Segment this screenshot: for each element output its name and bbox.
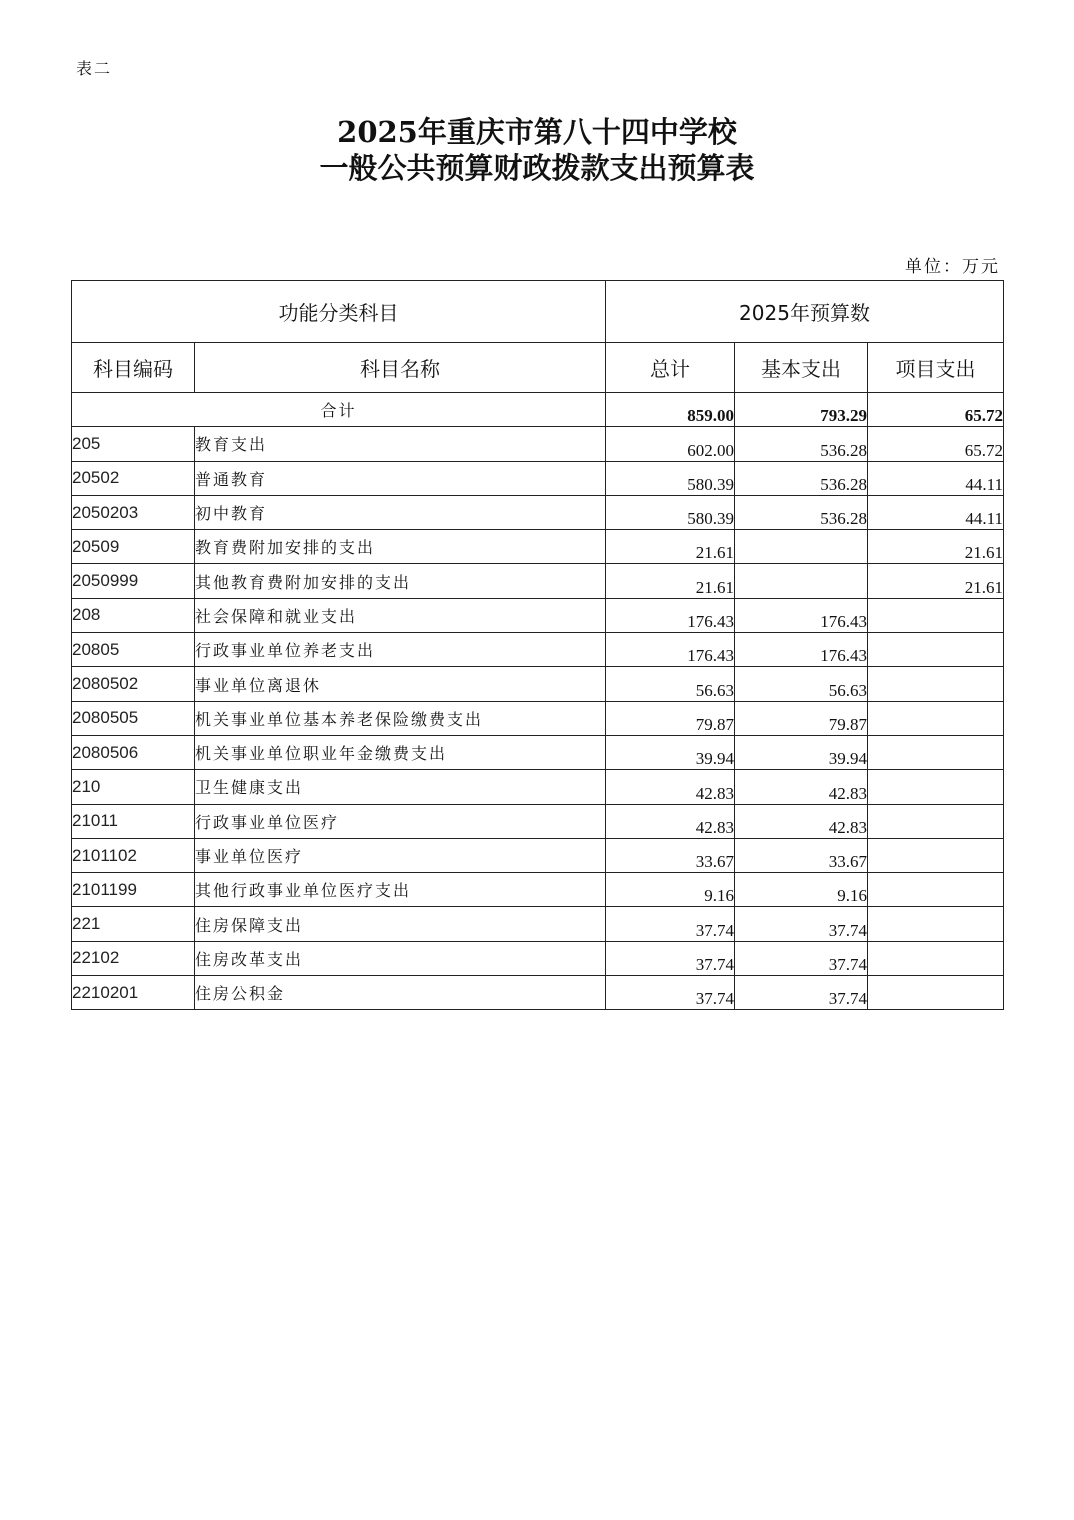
row-total: 39.94 <box>606 735 735 769</box>
row-code: 2050203 <box>72 495 195 529</box>
row-project <box>868 735 1004 769</box>
row-total: 176.43 <box>606 633 735 667</box>
header-budget-year: 2025年预算数 <box>606 281 1004 343</box>
row-name: 住房保障支出 <box>195 907 606 941</box>
row-project <box>868 941 1004 975</box>
row-code: 2050999 <box>72 564 195 598</box>
row-basic: 37.74 <box>735 907 868 941</box>
row-code: 22102 <box>72 941 195 975</box>
row-name: 社会保障和就业支出 <box>195 598 606 632</box>
total-project: 65.72 <box>868 393 1004 427</box>
table-row <box>72 564 1004 598</box>
row-total: 42.83 <box>606 770 735 804</box>
table-row <box>72 667 1004 701</box>
row-code: 21011 <box>72 804 195 838</box>
document-title: 2025年重庆市第八十四中学校 <box>337 115 737 149</box>
row-code: 20805 <box>72 633 195 667</box>
row-basic: 536.28 <box>735 461 868 495</box>
header-basic: 基本支出 <box>735 343 868 393</box>
row-total: 37.74 <box>606 907 735 941</box>
table-row <box>72 976 1004 1010</box>
header-name: 科目名称 <box>195 343 606 393</box>
row-basic: 33.67 <box>735 838 868 872</box>
row-name: 行政事业单位养老支出 <box>195 633 606 667</box>
table-row <box>72 873 1004 907</box>
row-basic: 536.28 <box>735 427 868 461</box>
row-total: 580.39 <box>606 461 735 495</box>
total-total: 859.00 <box>606 393 735 427</box>
row-name: 其他教育费附加安排的支出 <box>195 564 606 598</box>
table-row <box>72 735 1004 769</box>
table-row <box>72 530 1004 564</box>
row-total: 37.74 <box>606 941 735 975</box>
row-code: 2080506 <box>72 735 195 769</box>
table-row <box>72 427 1004 461</box>
total-row <box>72 393 1004 427</box>
header-total: 总计 <box>606 343 735 393</box>
row-project <box>868 976 1004 1010</box>
header-code: 科目编码 <box>72 343 195 393</box>
row-total: 21.61 <box>606 530 735 564</box>
row-basic: 37.74 <box>735 976 868 1010</box>
row-name: 住房改革支出 <box>195 941 606 975</box>
row-basic <box>735 530 868 564</box>
header-project: 项目支出 <box>868 343 1004 393</box>
row-code: 2080502 <box>72 667 195 701</box>
row-project <box>868 873 1004 907</box>
row-name: 教育费附加安排的支出 <box>195 530 606 564</box>
header-functional-category: 功能分类科目 <box>72 281 606 343</box>
table-row <box>72 598 1004 632</box>
row-name: 事业单位医疗 <box>195 838 606 872</box>
row-project <box>868 667 1004 701</box>
table-row <box>72 941 1004 975</box>
row-basic: 176.43 <box>735 633 868 667</box>
row-name: 机关事业单位基本养老保险缴费支出 <box>195 701 606 735</box>
row-total: 176.43 <box>606 598 735 632</box>
row-project: 21.61 <box>868 530 1004 564</box>
unit-label: 单位：万元 <box>905 257 1000 277</box>
budget-table <box>71 280 1004 1010</box>
row-name: 事业单位离退休 <box>195 667 606 701</box>
row-name: 教育支出 <box>195 427 606 461</box>
row-total: 602.00 <box>606 427 735 461</box>
row-project: 44.11 <box>868 495 1004 529</box>
row-project <box>868 907 1004 941</box>
row-project <box>868 598 1004 632</box>
row-code: 2210201 <box>72 976 195 1010</box>
table-row <box>72 804 1004 838</box>
row-project <box>868 770 1004 804</box>
row-total: 33.67 <box>606 838 735 872</box>
total-label: 合计 <box>72 393 606 427</box>
row-name: 卫生健康支出 <box>195 770 606 804</box>
row-total: 9.16 <box>606 873 735 907</box>
table-row <box>72 633 1004 667</box>
row-basic: 39.94 <box>735 735 868 769</box>
row-total: 79.87 <box>606 701 735 735</box>
row-basic: 536.28 <box>735 495 868 529</box>
sheet-label: 表二 <box>76 59 113 78</box>
row-project <box>868 633 1004 667</box>
row-project <box>868 804 1004 838</box>
total-basic: 793.29 <box>735 393 868 427</box>
row-total: 37.74 <box>606 976 735 1010</box>
row-project: 44.11 <box>868 461 1004 495</box>
row-code: 2101199 <box>72 873 195 907</box>
row-total: 21.61 <box>606 564 735 598</box>
row-code: 20502 <box>72 461 195 495</box>
row-basic: 56.63 <box>735 667 868 701</box>
row-basic: 79.87 <box>735 701 868 735</box>
row-total: 56.63 <box>606 667 735 701</box>
row-code: 208 <box>72 598 195 632</box>
table-row <box>72 495 1004 529</box>
row-total: 42.83 <box>606 804 735 838</box>
row-code: 221 <box>72 907 195 941</box>
row-basic: 9.16 <box>735 873 868 907</box>
row-code: 210 <box>72 770 195 804</box>
row-total: 580.39 <box>606 495 735 529</box>
row-code: 2080505 <box>72 701 195 735</box>
row-name: 初中教育 <box>195 495 606 529</box>
row-name: 行政事业单位医疗 <box>195 804 606 838</box>
row-project: 65.72 <box>868 427 1004 461</box>
row-name: 机关事业单位职业年金缴费支出 <box>195 735 606 769</box>
table-row <box>72 907 1004 941</box>
row-code: 20509 <box>72 530 195 564</box>
table-row <box>72 461 1004 495</box>
row-basic: 42.83 <box>735 770 868 804</box>
row-project <box>868 838 1004 872</box>
row-code: 2101102 <box>72 838 195 872</box>
row-basic: 37.74 <box>735 941 868 975</box>
row-name: 其他行政事业单位医疗支出 <box>195 873 606 907</box>
row-basic <box>735 564 868 598</box>
row-name: 普通教育 <box>195 461 606 495</box>
table-row <box>72 701 1004 735</box>
row-code: 205 <box>72 427 195 461</box>
row-basic: 176.43 <box>735 598 868 632</box>
row-project <box>868 701 1004 735</box>
table-row <box>72 838 1004 872</box>
row-name: 住房公积金 <box>195 976 606 1010</box>
document-subtitle: 一般公共预算财政拨款支出预算表 <box>319 151 755 185</box>
row-basic: 42.83 <box>735 804 868 838</box>
row-project: 21.61 <box>868 564 1004 598</box>
table-body <box>72 393 1004 1010</box>
table-row <box>72 770 1004 804</box>
